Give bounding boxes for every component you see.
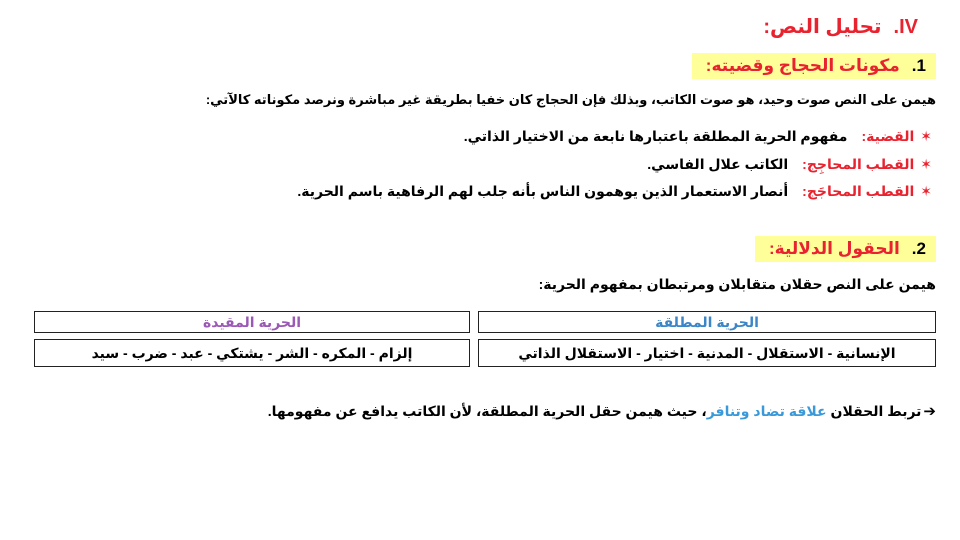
table-cell-restricted-freedom: إلزام - المكره - الشر - يشتكي - عبد - ضرب - سيد [34,339,470,367]
component-item [647,156,932,173]
star-icon: ✶ [920,183,932,199]
fields-intro: هيمن على النص حقلان متقابلان ومرتبطان بمفهوم الحرية: [538,276,936,292]
section-heading-text: الحقول الدلالية: [768,239,900,258]
page-title [763,14,918,39]
section-heading-components [692,53,936,79]
table-row [34,339,936,367]
title-number: IV. [893,16,918,38]
component-label: القطب المحاجِج: [802,156,915,172]
conclusion-part2: ، حيث هيمن حقل الحرية المطلقة، لأن الكاتب يدافع عن مفهومها. [267,403,707,419]
conclusion-highlight: علاقة تضاد وتنافر [706,403,827,419]
table-header-restricted-freedom: الحرية المقيدة [34,311,470,333]
star-icon: ✶ [920,128,932,144]
component-value: مفهوم الحرية المطلقة باعتبارها نابعة من الاختيار الذاتي. [463,128,848,144]
section-number: 1. [911,56,926,75]
arrow-left-icon: ➔ [923,403,936,420]
table-header-row [34,311,936,333]
component-label: القطب المحاجَج: [802,183,915,199]
component-item [297,183,932,200]
section-heading-semantic-fields [755,236,936,262]
component-item [464,128,932,145]
semantic-fields-table [26,305,944,373]
intro-paragraph: هيمن على النص صوت وحيد، هو صوت الكاتب، وبذلك فإن الحجاج كان خفيا بطريقة غير مباشرة ونرصد مكوناته كالآتي: [205,92,936,107]
table-cell-absolute-freedom: الإنسانية - الاستقلال - المدنية - اختيار - الاستقلال الذاتي [478,339,936,367]
star-icon: ✶ [920,156,932,172]
section-heading-text: مكونات الحجاج وقضيته: [705,56,900,75]
component-label: القضية: [861,128,915,144]
conclusion-part1: تربط الحقلان [830,403,922,419]
section-number: 2. [911,239,926,258]
conclusion-line [268,402,936,420]
component-value: الكاتب علال الفاسي. [647,156,789,172]
component-value: أنصار الاستعمار الذين يوهمون الناس بأنه جلب لهم الرفاهية باسم الحرية. [297,183,789,199]
title-text: تحليل النص: [763,16,882,38]
table-header-absolute-freedom: الحرية المطلقة [478,311,936,333]
